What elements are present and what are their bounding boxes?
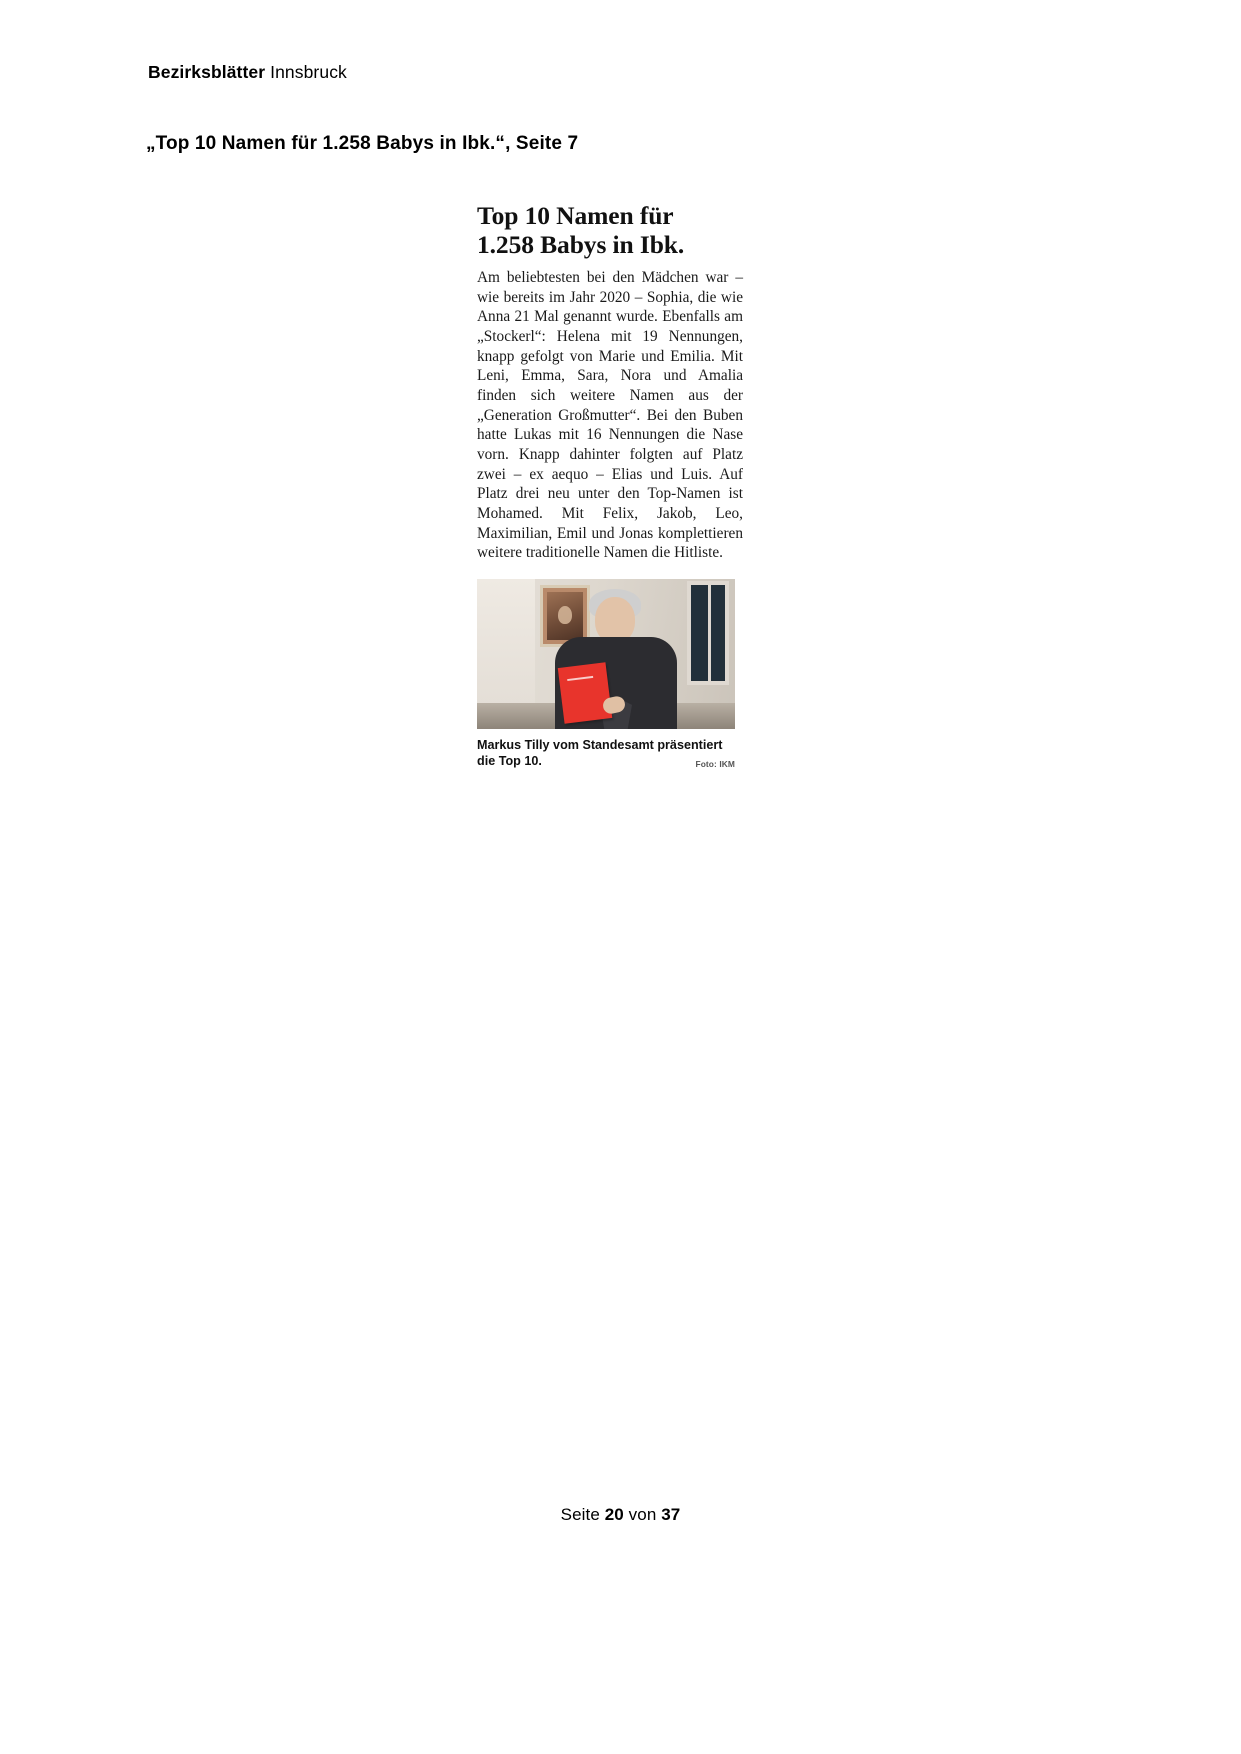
page-title: „Top 10 Namen für 1.258 Babys in Ibk.“, Seite 7 (146, 133, 579, 154)
photo-red-folder (558, 662, 612, 723)
clipping-photo (477, 579, 735, 729)
photo-window-bar (708, 585, 711, 681)
photo-window (687, 581, 729, 685)
footer-total-pages: 37 (661, 1505, 681, 1524)
footer-middle: von (628, 1505, 657, 1524)
page-footer (0, 1505, 1241, 1525)
photo-framed-portrait-inner (547, 592, 583, 640)
footer-current-page: 20 (604, 1505, 624, 1524)
clipping-photo-credit: Foto: IKM (695, 758, 735, 769)
photo-red-folder-line (567, 676, 593, 681)
document-header (148, 62, 347, 83)
clipping-headline-line-2: 1.258 Babys in Ibk. (477, 229, 685, 259)
clipping-body-text: Am beliebtesten bei den Mädchen war – wie bereits im Jahr 2020 – Sophia, die wie Anna 21 Mal genannt wurde. Ebenfalls am „Stockerl“: Helena mit 19 Nennungen, knapp gefolgt von Marie und Emilia. Mit Leni, Emma, Sara, Nora und Amalia finden sich weitere Namen aus der „Generation Großmutter“. Bei den Buben hatte Lukas mit 16 Nennungen die Nase vorn. Knapp dahinter folgten auf Platz zwei – ex aequo – Elias und Luis. Auf Platz drei neu unter den Top-Namen ist Mohamed. Mit Felix, Jakob, Leo, Maximilian, Emil und Jonas komplettieren weitere traditionelle Namen die Hitliste. (477, 269, 743, 562)
clipping-headline-line-1: Top 10 Namen für (477, 201, 674, 230)
publication-region: Innsbruck (270, 62, 347, 82)
footer-prefix: Seite (560, 1505, 600, 1524)
clipping-caption-text: Markus Tilly vom Standesamt präsentiert die Top 10. (477, 737, 723, 769)
clipping-headline (477, 202, 743, 259)
clipping-caption (477, 737, 735, 770)
newspaper-clipping (477, 202, 743, 770)
publication-brand: Bezirksblätter (148, 62, 266, 82)
photo-framed-portrait-face (558, 606, 572, 624)
